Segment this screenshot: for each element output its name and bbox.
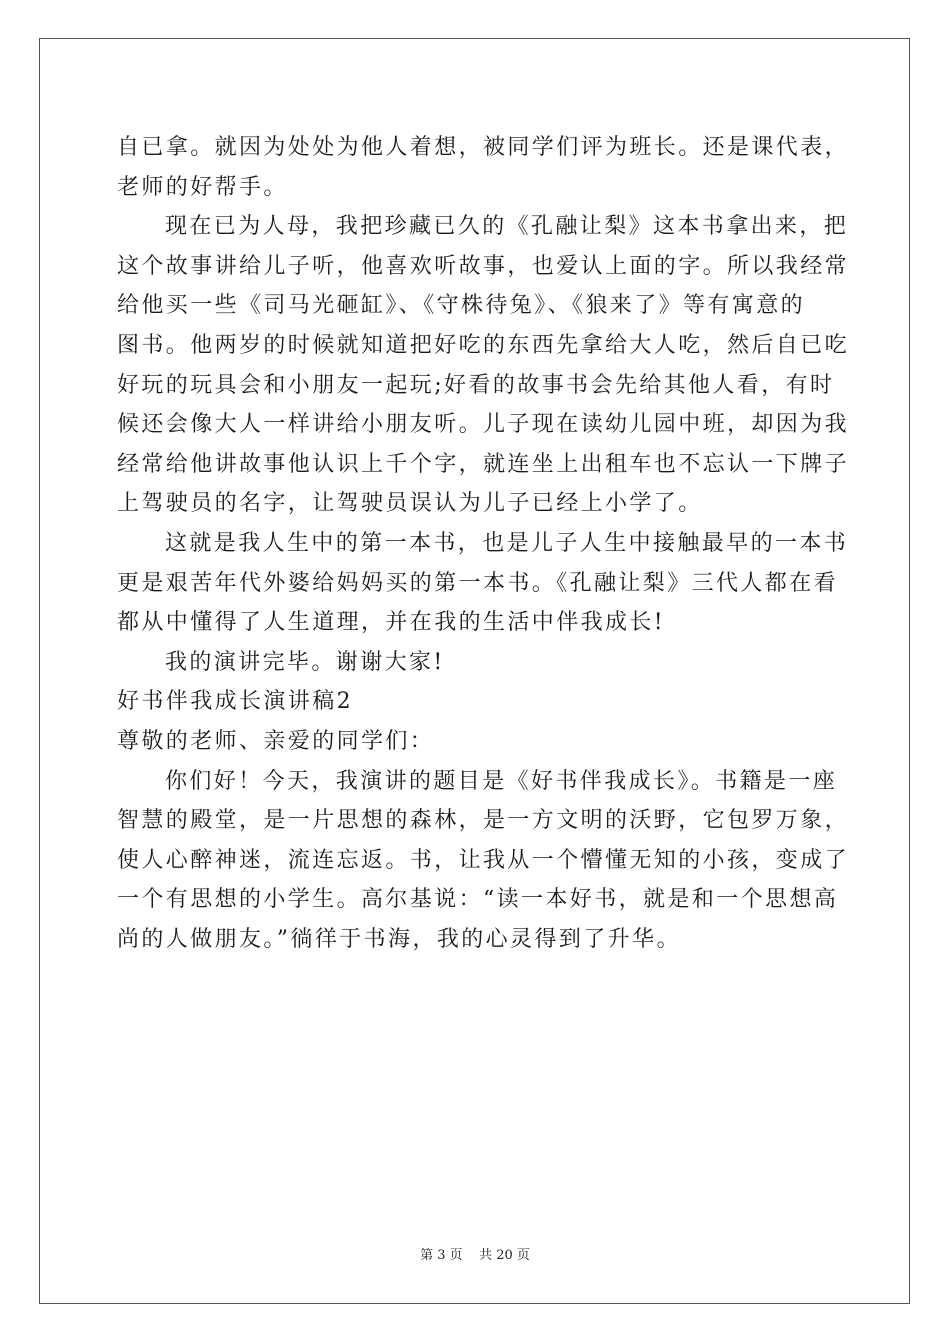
paragraph-start-line: 你们好！今天，我演讲的题目是《好书伴我成长》。书籍是一座 [165, 768, 838, 794]
body-line: 这个故事讲给儿子听，他喜欢听故事，也爱认上面的字。所以我经常 [117, 253, 850, 279]
body-line: 老师的好帮手。 [117, 174, 288, 200]
body-line: 图书。他两岁的时候就知道把好吃的东西先拿给大人吃，然后自已吃 [117, 332, 850, 358]
body-line: 智慧的殿堂，是一片思想的森林，是一方文明的沃野，它包罗万象， [117, 808, 850, 834]
body-line: 一个有思想的小学生。高尔基说：“读一本好书，就是和一个思想高 [117, 887, 839, 913]
body-line: 候还会像大人一样讲给小朋友听。儿子现在读幼儿园中班，却因为我 [117, 412, 850, 438]
body-line: 更是艰苦年代外婆给妈妈买的第一本书。《孔融让梨》三代人都在看 [117, 570, 839, 596]
body-line: 上驾驶员的名字，让驾驶员误认为儿子已经上小学了。 [117, 491, 703, 517]
body-line: 自已拿。就因为处处为他人着想，被同学们评为班长。还是课代表， [117, 135, 850, 160]
body-line: 经常给他讲故事他认识上千个字，就连坐上出租车也不忘认一下牌子 [117, 451, 850, 477]
closing-line: 我的演讲完毕。谢谢大家! [165, 649, 445, 675]
paragraph-start-line: 这就是我人生中的第一本书，也是儿子人生中接触最早的一本书 [165, 530, 849, 556]
paragraph-start-line: 现在已为人母，我把珍藏已久的《孔融让梨》这本书拿出来，把 [165, 214, 849, 240]
body-line: 好玩的玩具会和小朋友一起玩;好看的故事书会先给其他人看，有时 [117, 372, 835, 398]
body-line: 给他买一些《司马光砸缸》、《守株待兔》、《狼来了》等有寓意的 [117, 293, 806, 319]
page-number-footer: 第 3 页 共 20 页 [420, 1248, 530, 1263]
document-body [117, 128, 850, 959]
body-line: 使人心醉神迷，流连忘返。书，让我从一个懵懂无知的小孩，变成了 [117, 847, 850, 873]
salutation: 尊敬的老师、亲爱的同学们： [117, 728, 435, 754]
body-line: 尚的人做朋友。”徜徉于书海，我的心灵得到了升华。 [117, 926, 681, 952]
body-line: 都从中懂得了人生道理，并在我的生活中伴我成长! [117, 610, 666, 636]
section-title: 好书伴我成长演讲稿2 [117, 689, 353, 715]
